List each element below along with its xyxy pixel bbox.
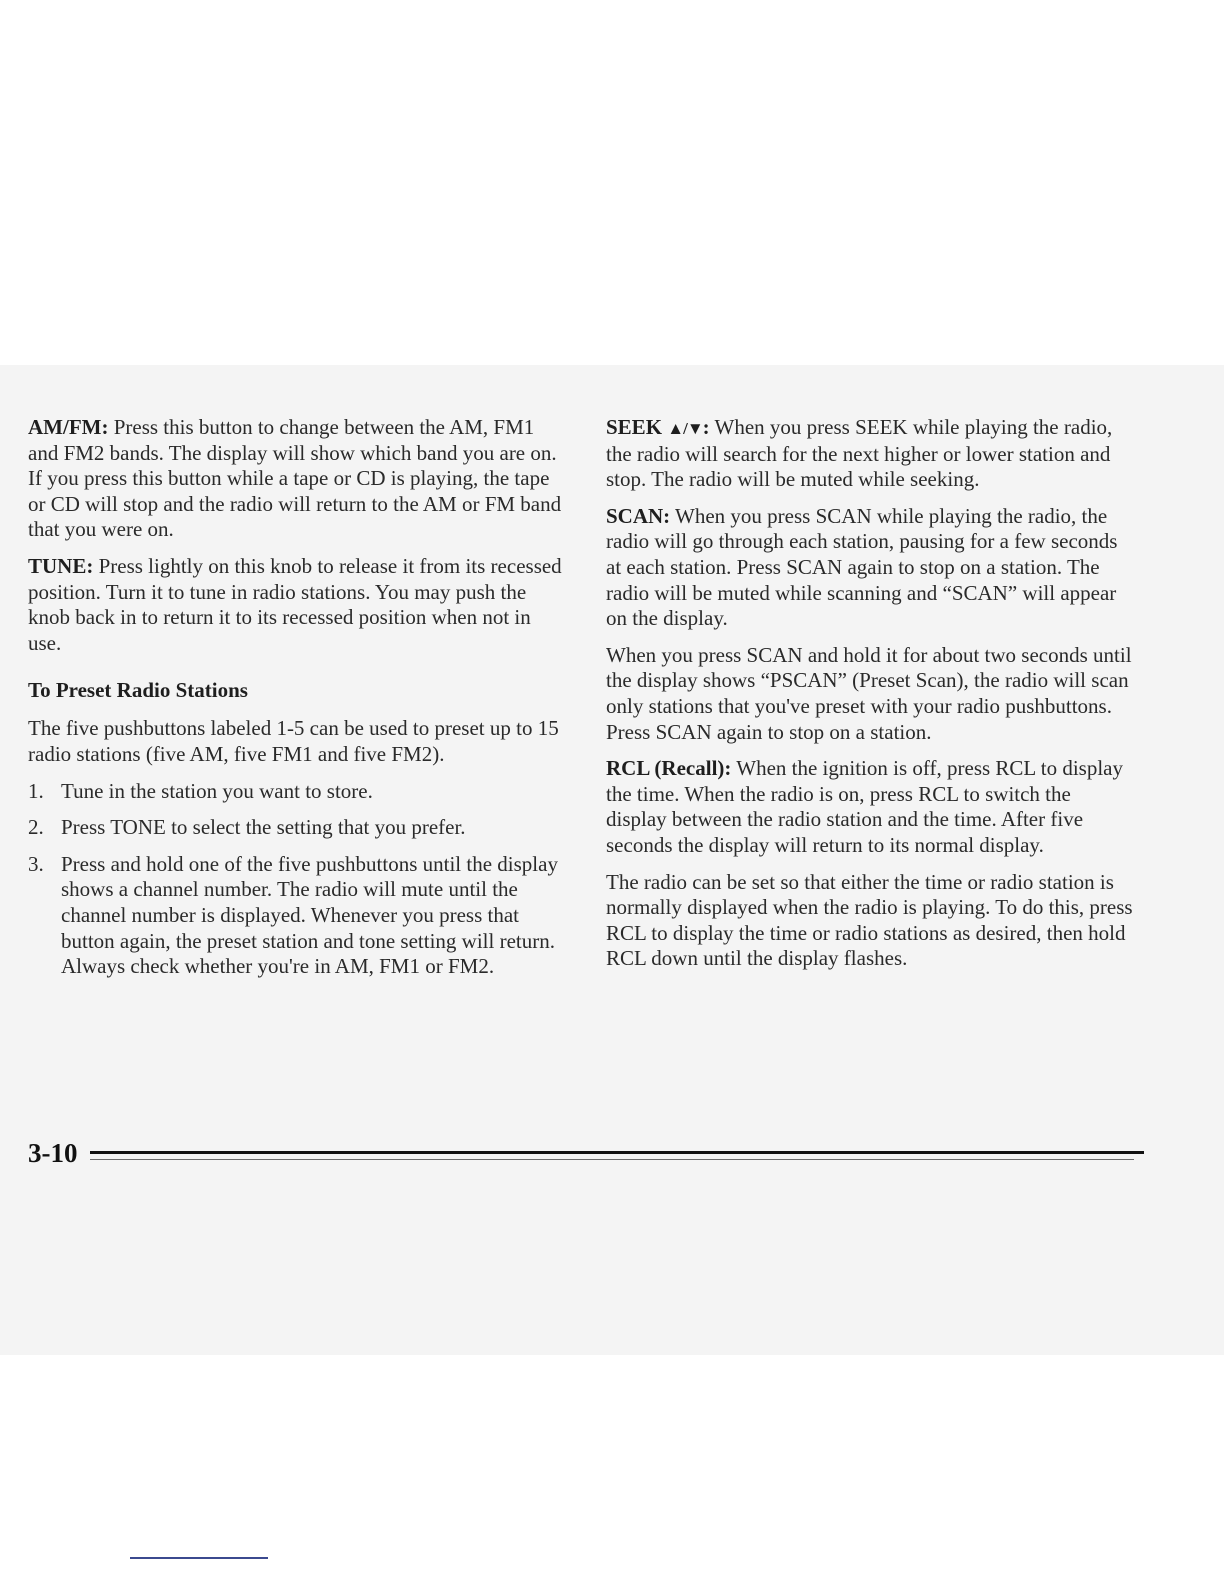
step-text: Tune in the station you want to store.	[61, 778, 373, 803]
tune-paragraph	[28, 554, 563, 656]
step-number: 1.	[28, 778, 44, 803]
step-number: 3.	[28, 851, 44, 876]
rcl-set-paragraph: The radio can be set so that either the time or radio station is normally displayed when the radio is playing. To do this, press RCL to display the time or radio stations as desired, then hold RCL down until the display flashes.	[606, 869, 1133, 971]
page-number: 3-10	[28, 1138, 78, 1168]
seek-colon: :	[702, 415, 710, 439]
right-column	[606, 415, 1136, 983]
preset-heading: To Preset Radio Stations	[28, 678, 248, 703]
seek-paragraph	[606, 415, 1136, 493]
left-column	[28, 415, 563, 991]
scan-paragraph	[606, 504, 1136, 632]
list-item	[28, 815, 563, 841]
preset-intro: The five pushbuttons labeled 1-5 can be used to preset up to 15 radio stations (five AM, five FM1 and five FM2).	[28, 716, 559, 766]
amfm-text: Press this button to change between the AM, FM1 and FM2 bands. The display will show which band you are on. If you press this button while a tape or CD is playing, the tape or CD will stop and the radio will return to the AM or FM band that you were on.	[28, 415, 562, 542]
tune-text: Press lightly on this knob to release it from its recessed position. Turn it to tune in radio stations. You may push the knob back in to return it to its recessed position when not in use.	[28, 553, 562, 655]
step-text: Press TONE to select the setting that you prefer.	[61, 815, 466, 840]
tune-term: TUNE:	[28, 553, 94, 578]
seek-term: SEEK	[606, 415, 663, 439]
footer-rule-thin	[90, 1159, 1134, 1160]
rcl-term: RCL (Recall):	[606, 756, 732, 781]
scan-text: When you press SCAN while playing the radio, the radio will go through each station, pausing for a few seconds at each station. Press SCAN again to stop on a station. The radio will be muted while scanning and “SCAN” will appear on the display.	[606, 503, 1118, 631]
amfm-paragraph	[28, 415, 563, 543]
list-item	[28, 779, 563, 805]
scan-term: SCAN:	[606, 503, 671, 528]
list-item	[28, 852, 563, 980]
amfm-term: AM/FM:	[28, 415, 109, 439]
rcl-text: When the ignition is off, press RCL to display the time. When the radio is on, press RCL to switch the display between the radio station and the time. After five seconds the display will return to its normal display.	[606, 756, 1123, 857]
seek-arrows-icon: ▲/▼	[667, 419, 703, 438]
bottom-divider	[130, 1557, 268, 1559]
preset-steps-list	[28, 779, 563, 980]
seek-text: When you press SEEK while playing the radio, the radio will search for the next higher or lower station and stop. The radio will be muted while seeking.	[606, 415, 1113, 492]
pscan-paragraph: When you press SCAN and hold it for about two seconds until the display shows “PSCAN” (Preset Scan), the radio will scan only stations that you've preset with your radio pushbuttons. Press SCAN again to stop on a station.	[606, 642, 1132, 744]
footer-rule	[90, 1151, 1144, 1154]
step-number: 2.	[28, 815, 44, 840]
step-text: Press and hold one of the five pushbuttons until the display shows a channel number. The radio will mute until the channel number is displayed. Whenever you press that button again, the preset station and tone setting will return. Always check whether you're in AM, FM1 or FM2.	[61, 851, 558, 979]
page-footer	[28, 1138, 1144, 1178]
rcl-paragraph	[606, 756, 1136, 858]
